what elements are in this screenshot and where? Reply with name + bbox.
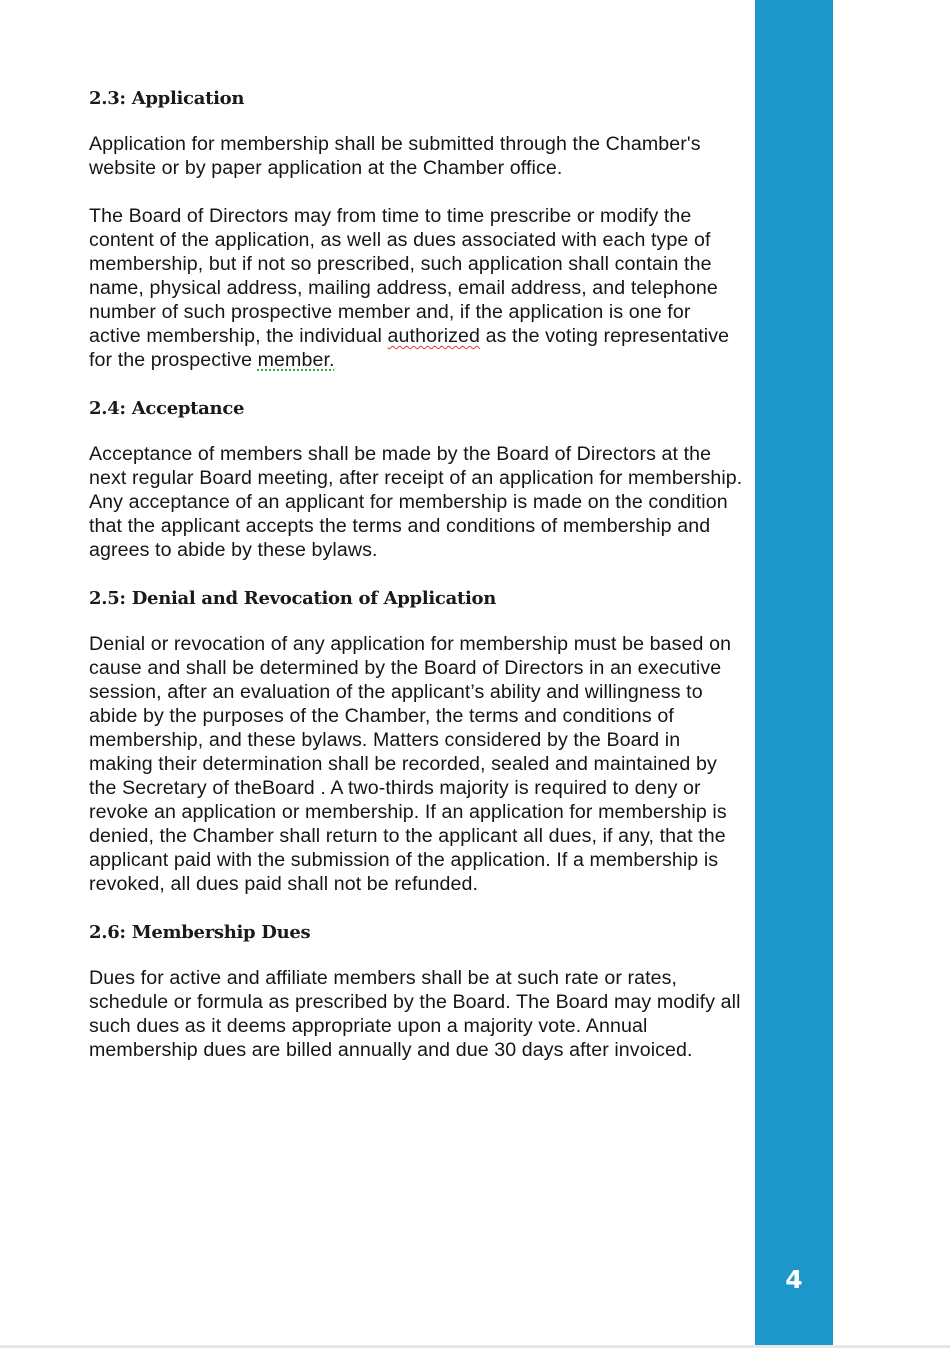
section-2-4-paragraph-1: Acceptance of members shall be made by the Board of Directors at the next regular Board meeting, after receipt of an application for membership. Any acceptance of an applicant for membership is made on the condition that the applicant accepts the terms and conditions of membership and agrees to abide by these bylaws. xyxy=(89,443,743,561)
page-sidebar-bar xyxy=(755,0,833,1348)
page-content xyxy=(89,86,744,1084)
section-2-5-paragraph-1: Denial or revocation of any application for membership must be based on cause and shall be determined by the Board of Directors in an executive session, after an evaluation of the applicant’s ability and willingness to abide by the purposes of the Chamber, the terms and conditions of membership, and these bylaws. Matters considered by the Board in making their determination shall be recorded, sealed and maintained by the Secretary of theBoard . A two-thirds majority is required to deny or revoke an application or membership. If an application for membership is denied, the Chamber shall return to the applicant all dues, if any, that the applicant paid with the submission of the application. If a membership is revoked, all dues paid shall not be refunded. xyxy=(89,633,732,895)
section-heading-2-4: 2.4: Acceptance xyxy=(89,398,245,419)
section-2-3-paragraph-1: Application for membership shall be submitted through the Chamber's website or by paper application at the Chamber office. xyxy=(89,133,701,179)
grammar-flagged-word[interactable]: member. xyxy=(257,349,335,371)
section-2-3-paragraph-2 xyxy=(89,204,744,372)
section-2-6-paragraph-1: Dues for active and affiliate members shall be at such rate or rates, schedule or formula as prescribed by the Board. The Board may modify all such dues as it deems appropriate upon a majority vote. Annual membership dues are billed annually and due 30 days after invoiced. xyxy=(89,967,741,1061)
paragraph-text: The Board of Directors may from time to time prescribe or modify the content of the application, as well as dues associated with each type of membership, but if not so prescribed, such application shall contain the name, physical address, mailing address, email address, and telephone number of such prospective member and, if the application is one for active membership, the individual xyxy=(89,205,718,347)
page-number: 4 xyxy=(785,1265,803,1294)
section-heading-2-5: 2.5: Denial and Revocation of Application xyxy=(89,588,496,609)
section-heading-2-3: 2.3: Application xyxy=(89,88,245,109)
spelling-flagged-word[interactable]: authorized xyxy=(387,325,481,347)
section-heading-2-6: 2.6: Membership Dues xyxy=(89,922,311,943)
paragraph-text: as the voting representative for the prospective xyxy=(89,325,730,371)
